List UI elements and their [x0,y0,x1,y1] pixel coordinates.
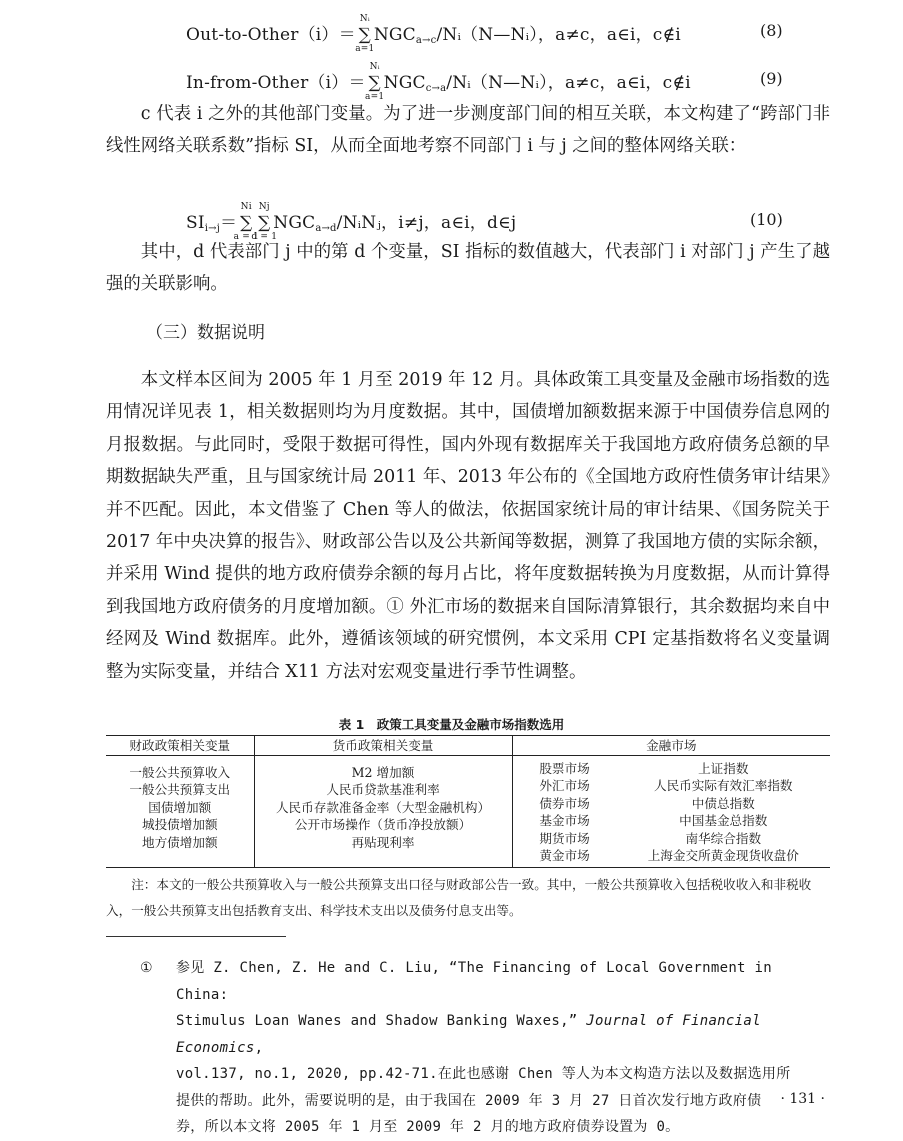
header-monetary: 货币政策相关变量 [254,736,512,756]
footnote-reference[interactable]: ① [386,596,404,617]
eq9-sum: Nᵢ ∑ a=1 [365,62,385,102]
eq10-body-sub: a→d [315,223,337,234]
market-index: 上证指数 [698,761,749,776]
eq10-tail: /NᵢNⱼ，i≠j，a∈i，d∈j [336,213,517,233]
footnote-mark: ① [140,960,153,976]
equation-10 [186,202,517,242]
market-name: 外汇市场 [539,778,590,794]
eq10-lhs: SI [186,213,205,233]
eq8-lhs: Out-to-Other（i）＝ [186,25,356,45]
market-index: 中国基金总指数 [679,813,768,829]
market-name: 债券市场 [539,795,590,811]
markets-cell [512,756,830,868]
equation-9 [186,62,691,102]
monetary-item: 公开市场操作（货币净投放额） [294,817,472,833]
monetary-item: 人民币存款准备金率（大型金融机构） [275,799,491,815]
paragraph-si-meaning: 其中，d 代表部门 j 中的第 d 个变量，SI 指标的数值越大，代表部门 i 对部门 j 产生了越强的关联影响。 [106,242,830,295]
equation-10-number: (10) [750,210,783,229]
eq8-body: NGC [373,25,416,45]
eq10-sum1: Ni ∑ a = 1 [233,202,259,242]
table-header-row [106,736,830,756]
eq10-sum2: Nj ∑ d = 1 [251,202,278,242]
journal-title: Journal of Financial Economics [176,1013,761,1056]
market-name: 股票市场 [539,761,590,776]
footnote-line-1: 参见 Z. Chen, Z. He and C. Liu, “The Financing of Local Government in China: [176,960,772,1003]
table-1-caption: 表 1 政策工具变量及金融市场指数选用 [338,717,565,732]
monetary-item: M2 增加额 [351,765,415,780]
eq10-eq-sign: ＝ [220,213,238,233]
paragraph-data-description [106,364,830,688]
market-index: 南华综合指数 [685,830,762,846]
fiscal-item: 一般公共预算收入 [129,765,231,780]
table-row [106,756,830,868]
para3-main: 本文样本区间为 2005 年 1 月至 2019 年 12 月。具体政策工具变量及金融市场指数的选用情况详见表 1，相关数据则均为月度数据。其中，国债增加额数据来源于中国债券信息网的月报数据。与此同时，受限于数据可得性，国内外现有数据库关于我国地方政府债务总额的早期数据缺失严重，且与国家统计局 2011 年、2013 年公布的《全国地方政府性债务审计结果》并不匹配。因此，本文借鉴了 Chen 等人的做法，依据国家统计局的审计结果、《国务院关于 2017 年中央决算的报告》、财政部公告以及公共新闻等数据，测算了我国地方债的实际余额，并采用 Wind 提供的地方政府债券余额的每月占比，将年度数据转换为月度数据，从而计算得到我国地方政府债务的月度增加额。 [106,370,830,617]
fiscal-item: 国债增加额 [148,799,212,815]
header-fiscal: 财政政策相关变量 [106,736,254,756]
section-heading-data: （三）数据说明 [146,323,265,343]
eq9-body-sub: c→a [425,83,447,94]
monetary-item: 再贴现利率 [351,834,415,850]
monetary-variables-cell [254,756,512,868]
page-number: · 131 · [780,1091,825,1107]
fiscal-item: 城投债增加额 [141,817,218,833]
footnote-divider [106,936,286,937]
eq9-lhs: In-from-Other（i）＝ [186,73,366,93]
table-1-note: 注：本文的一般公共预算收入与一般公共预算支出口径与财政部公告一致。其中，一般公共预算收入包括税收收入和非税收入，一般公共预算支出包括教育支出、科学技术支出以及债务付息支出等。 [106,877,812,918]
fiscal-item: 地方债增加额 [141,834,218,850]
market-indices [617,760,831,864]
footnote-line-3: vol.137, no.1, 2020, pp.42-71.在此也感谢 Chen 等人为本文构造方法以及数据选用所 [176,1066,791,1082]
eq8-sum: Nᵢ ∑ a=1 [355,14,375,54]
eq8-tail: /Nᵢ（N—Nᵢ），a≠c，a∈i，c∉i [436,25,681,45]
fiscal-variables-cell [106,756,254,868]
footnote-line-5: 券，所以本文将 2005 年 1 月至 2009 年 2 月的地方政府债券设置为 0。 [176,1119,680,1135]
header-markets: 金融市场 [512,736,830,756]
monetary-item: 人民币贷款基准利率 [326,782,440,798]
fiscal-item: 一般公共预算支出 [129,782,231,798]
equation-8-number: (8) [760,21,783,40]
paragraph-intro-si: c 代表 i 之外的其他部门变量。为了进一步测度部门间的相互关联，本文构建了“跨部门非线性网络关联系数”指标 SI，从而全面地考察不同部门 i 与 j 之间的整体网络关联： [106,104,830,157]
market-name: 基金市场 [539,813,590,829]
eq10-lhs-sub: i→j [204,223,221,234]
equation-8 [186,14,681,54]
footnote [176,955,830,1141]
market-name: 期货市场 [539,830,590,846]
equation-9-number: (9) [760,69,783,88]
market-index: 中债总指数 [691,795,755,811]
market-index: 上海金交所黄金现货收盘价 [647,847,799,863]
footnote-line-4: 提供的帮助。此外，需要说明的是，由于我国在 2009 年 3 月 27 日首次发行地方政府债 [176,1092,762,1109]
market-name: 黄金市场 [539,847,590,863]
market-names [513,760,617,864]
footnote-line-2: Stimulus Loan Wanes and Shadow Banking Waxes,” Journal of Financial Economics, [176,1013,761,1056]
eq9-body: NGC [383,73,426,93]
market-index: 人民币实际有效汇率指数 [653,778,793,794]
eq8-body-sub: a→c [415,35,437,46]
eq9-tail: /Nᵢ（N—Nᵢ），a≠c，a∈i，c∉i [446,73,691,93]
eq10-body: NGC [273,213,316,233]
table-1 [106,735,830,868]
para3-continuation: 外汇市场的数据来自国际清算银行，其余数据均来自中经网及 Wind 数据库。此外，遵循该领域的研究惯例，本文采用 CPI 定基指数将名义变量调整为实际变量，并结合 X11 方法对宏观变量进行季节性调整。 [106,596,830,682]
